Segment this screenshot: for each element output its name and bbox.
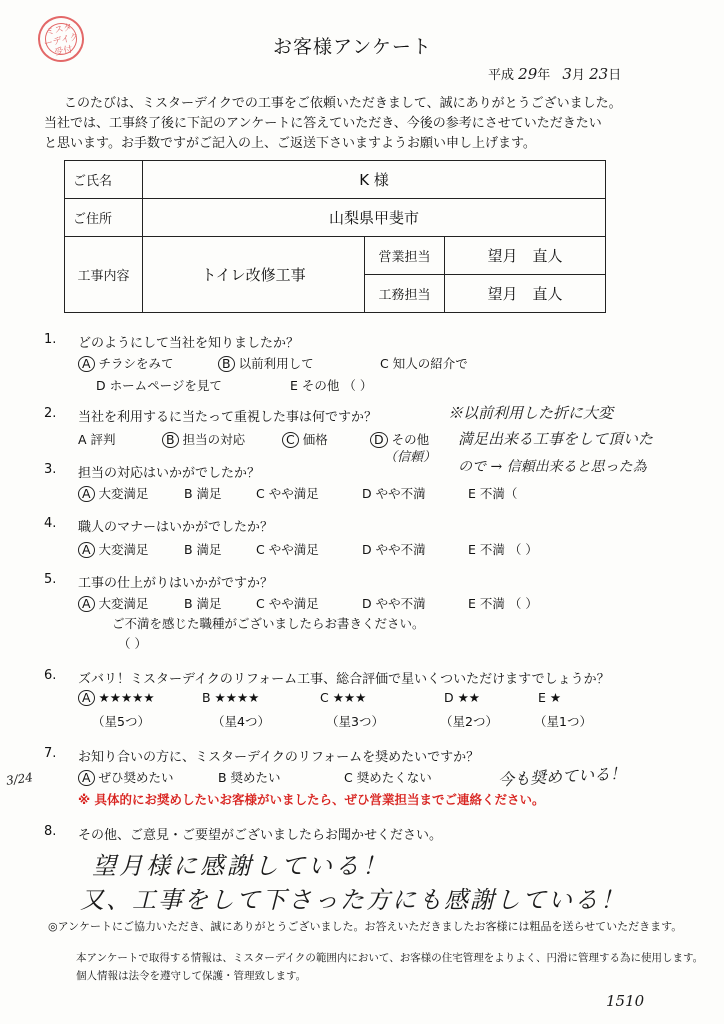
q3-option-c: C やや満足 [256, 486, 319, 501]
q6-option-a-label: ★★★★★ [98, 690, 155, 705]
q1-circle-a: A [78, 356, 95, 372]
q5-option-e: E 不満 （ ） [468, 596, 538, 611]
q2-circle-d: D [370, 432, 388, 448]
q4-option-b: B 満足 [184, 542, 222, 557]
sales-value: 望月 直人 [445, 237, 606, 275]
construction-label: 工務担当 [365, 275, 445, 313]
q1-text: どのようにして当社を知りましたか？ [78, 336, 300, 351]
q1-option-a-label: チラシをみて [98, 356, 174, 371]
work-label: 工事内容 [65, 237, 143, 313]
privacy-line-1: 本アンケートで取得する情報は、ミスターデイクの範囲内において、お客様の住宅管理をよりよく、円滑に管理する為に使用します。 [76, 952, 704, 964]
q7-text: お知り合いの方に、ミスターデイクのリフォームを奨めたいですか？ [78, 750, 480, 765]
q1-option-e: E その他 （ ） [290, 378, 373, 393]
q5-number: 5. [44, 572, 57, 587]
q4-option-c: C やや満足 [256, 542, 319, 557]
q1-option-a [78, 354, 174, 372]
q7-note: ※ 具体的にお奨めしたいお客様がいましたら、ぜひ営業担当までご連絡ください。 [78, 792, 545, 807]
q5-circle-a: A [78, 596, 95, 612]
date-era: 平成 [488, 68, 515, 83]
q2-circle-c: C [282, 432, 299, 448]
q2-other-handwritten: （信頼） [384, 450, 437, 465]
thanks-note: ◎アンケートにご協力いただき、誠にありがとうございました。お答えいただきましたお客様には粗品を送らせていただきます。 [48, 920, 683, 933]
date-year: 29 [518, 65, 538, 83]
q5-text: 工事の仕上がりはいかがですか？ [78, 576, 274, 591]
q2-circle-b: B [162, 432, 179, 448]
q1-option-b-label: 以前利用して [238, 356, 314, 371]
q1-option-c: C 知人の紹介で [380, 356, 468, 371]
q2-option-c [282, 430, 328, 448]
q8-handwritten-line-2: 又、工事をして下さった方にも感謝している！ [80, 886, 626, 914]
q2-option-a: A 評判 [78, 432, 116, 447]
q6-star-label-3: （星3つ） [326, 714, 384, 729]
q1-circle-b: B [218, 356, 235, 372]
date-month: 3 [562, 65, 572, 83]
q5-option-d: D やや不満 [362, 596, 426, 611]
date-day: 23 [589, 65, 609, 83]
privacy-line-2: 個人情報は法令を遵守して保護・管理致します。 [76, 970, 307, 982]
name-label: ご氏名 [65, 161, 143, 199]
date-year-unit: 年 [537, 68, 551, 83]
q1-number: 1. [44, 332, 57, 347]
q6-option-e: E ★ [538, 690, 562, 705]
q6-star-label-4: （星4つ） [212, 714, 270, 729]
work-value: トイレ改修工事 [143, 237, 365, 313]
q4-option-e: E 不満 （ ） [468, 542, 538, 557]
q3-option-b: B 満足 [184, 486, 222, 501]
q3-option-a [78, 484, 149, 502]
q4-option-d: D やや不満 [362, 542, 426, 557]
q2-text: 当社を利用するに当たって重視した事は何ですか？ [78, 410, 378, 425]
address-value: 山梨県甲斐市 [143, 199, 606, 237]
q3-option-e: E 不満（ [468, 486, 518, 501]
q8-handwritten-line-1: 望月様に感謝している！ [92, 852, 389, 880]
q2-option-b-label: 担当の対応 [182, 432, 246, 447]
q6-circle-a: A [78, 690, 95, 706]
q1-option-d: D ホームページを見て [96, 378, 222, 393]
q7-option-a-label: ぜひ奨めたい [98, 770, 174, 785]
intro-line-2: 当社では、工事終了後に下記のアンケートに答えていただき、今後の参考にさせていただきたい [44, 116, 602, 131]
q7-option-a [78, 768, 174, 786]
intro-line-3: と思います。お手数ですがご記入の上、ご返送下さいますようお願い申し上げます。 [44, 136, 536, 151]
page-number: 1510 [606, 992, 645, 1010]
q2-option-c-label: 価格 [302, 432, 328, 447]
date-day-unit: 日 [608, 68, 622, 83]
stamp-text: ミスタ ーデイク 受付 [43, 22, 80, 59]
q8-text: その他、ご意見・ご要望がございましたらお聞かせください。 [78, 828, 443, 843]
sales-label: 営業担当 [365, 237, 445, 275]
q6-option-c: C ★★★ [320, 690, 367, 705]
q2-note-line-1: ※以前利用した折に大変 [448, 404, 614, 422]
customer-info-table [64, 160, 606, 313]
margin-note: 3/24 [5, 770, 34, 788]
q5-option-a [78, 594, 149, 612]
q2-number: 2. [44, 406, 57, 421]
q3-circle-a: A [78, 486, 95, 502]
page-title: お客様アンケート [273, 36, 432, 58]
q5-sub-question: ご不満を感じた職種がございましたらお書きください。 [112, 616, 425, 631]
reception-stamp [34, 12, 89, 67]
q3-option-d: D やや不満 [362, 486, 426, 501]
q6-option-d: D ★★ [444, 690, 481, 705]
q3-number: 3. [44, 462, 57, 477]
q7-circle-a: A [78, 770, 95, 786]
address-label: ご住所 [65, 199, 143, 237]
q4-number: 4. [44, 516, 57, 531]
q6-option-b: B ★★★★ [202, 690, 260, 705]
q5-option-c: C やや満足 [256, 596, 319, 611]
construction-value: 望月 直人 [445, 275, 606, 313]
q7-option-b: B 奨めたい [218, 770, 281, 785]
q2-option-d-label: その他 [391, 432, 430, 447]
q6-number: 6. [44, 668, 57, 683]
q5-option-a-label: 大変満足 [98, 596, 149, 611]
q6-star-label-1: （星1つ） [534, 714, 592, 729]
name-value: K 様 [143, 161, 606, 199]
q2-option-b [162, 430, 245, 448]
q4-text: 職人のマナーはいかがでしたか？ [78, 520, 274, 535]
q2-note-line-3: ので → 信頼出来ると思った為 [458, 459, 647, 475]
q6-star-label-2: （星2つ） [440, 714, 498, 729]
q2-note-line-2: 満足出来る工事をして頂いた [458, 430, 654, 448]
date-month-unit: 月 [571, 68, 585, 83]
q4-circle-a: A [78, 542, 95, 558]
q8-number: 8. [44, 824, 57, 839]
q4-option-a [78, 540, 149, 558]
q1-option-b [218, 354, 314, 372]
q5-option-b: B 満足 [184, 596, 222, 611]
intro-line-1: このたびは、ミスターデイクでの工事をご依頼いただきまして、誠にありがとうございました。 [64, 96, 622, 111]
q3-text: 担当の対応はいかがでしたか？ [78, 466, 261, 481]
q6-text: ズバリ！ミスターデイクのリフォーム工事、総合評価で星いくついただけますでしょうか？ [78, 672, 610, 687]
q6-star-label-5: （星5つ） [92, 714, 150, 729]
q4-option-a-label: 大変満足 [98, 542, 149, 557]
date [488, 64, 621, 83]
q7-option-c: C 奨めたくない [344, 770, 432, 785]
q7-handwritten: 今も奨めている！ [497, 763, 627, 790]
q3-option-a-label: 大変満足 [98, 486, 149, 501]
q7-number: 7. [44, 746, 57, 761]
q6-option-a [78, 690, 155, 706]
q5-sub-answer-field: （ ） [118, 636, 147, 651]
